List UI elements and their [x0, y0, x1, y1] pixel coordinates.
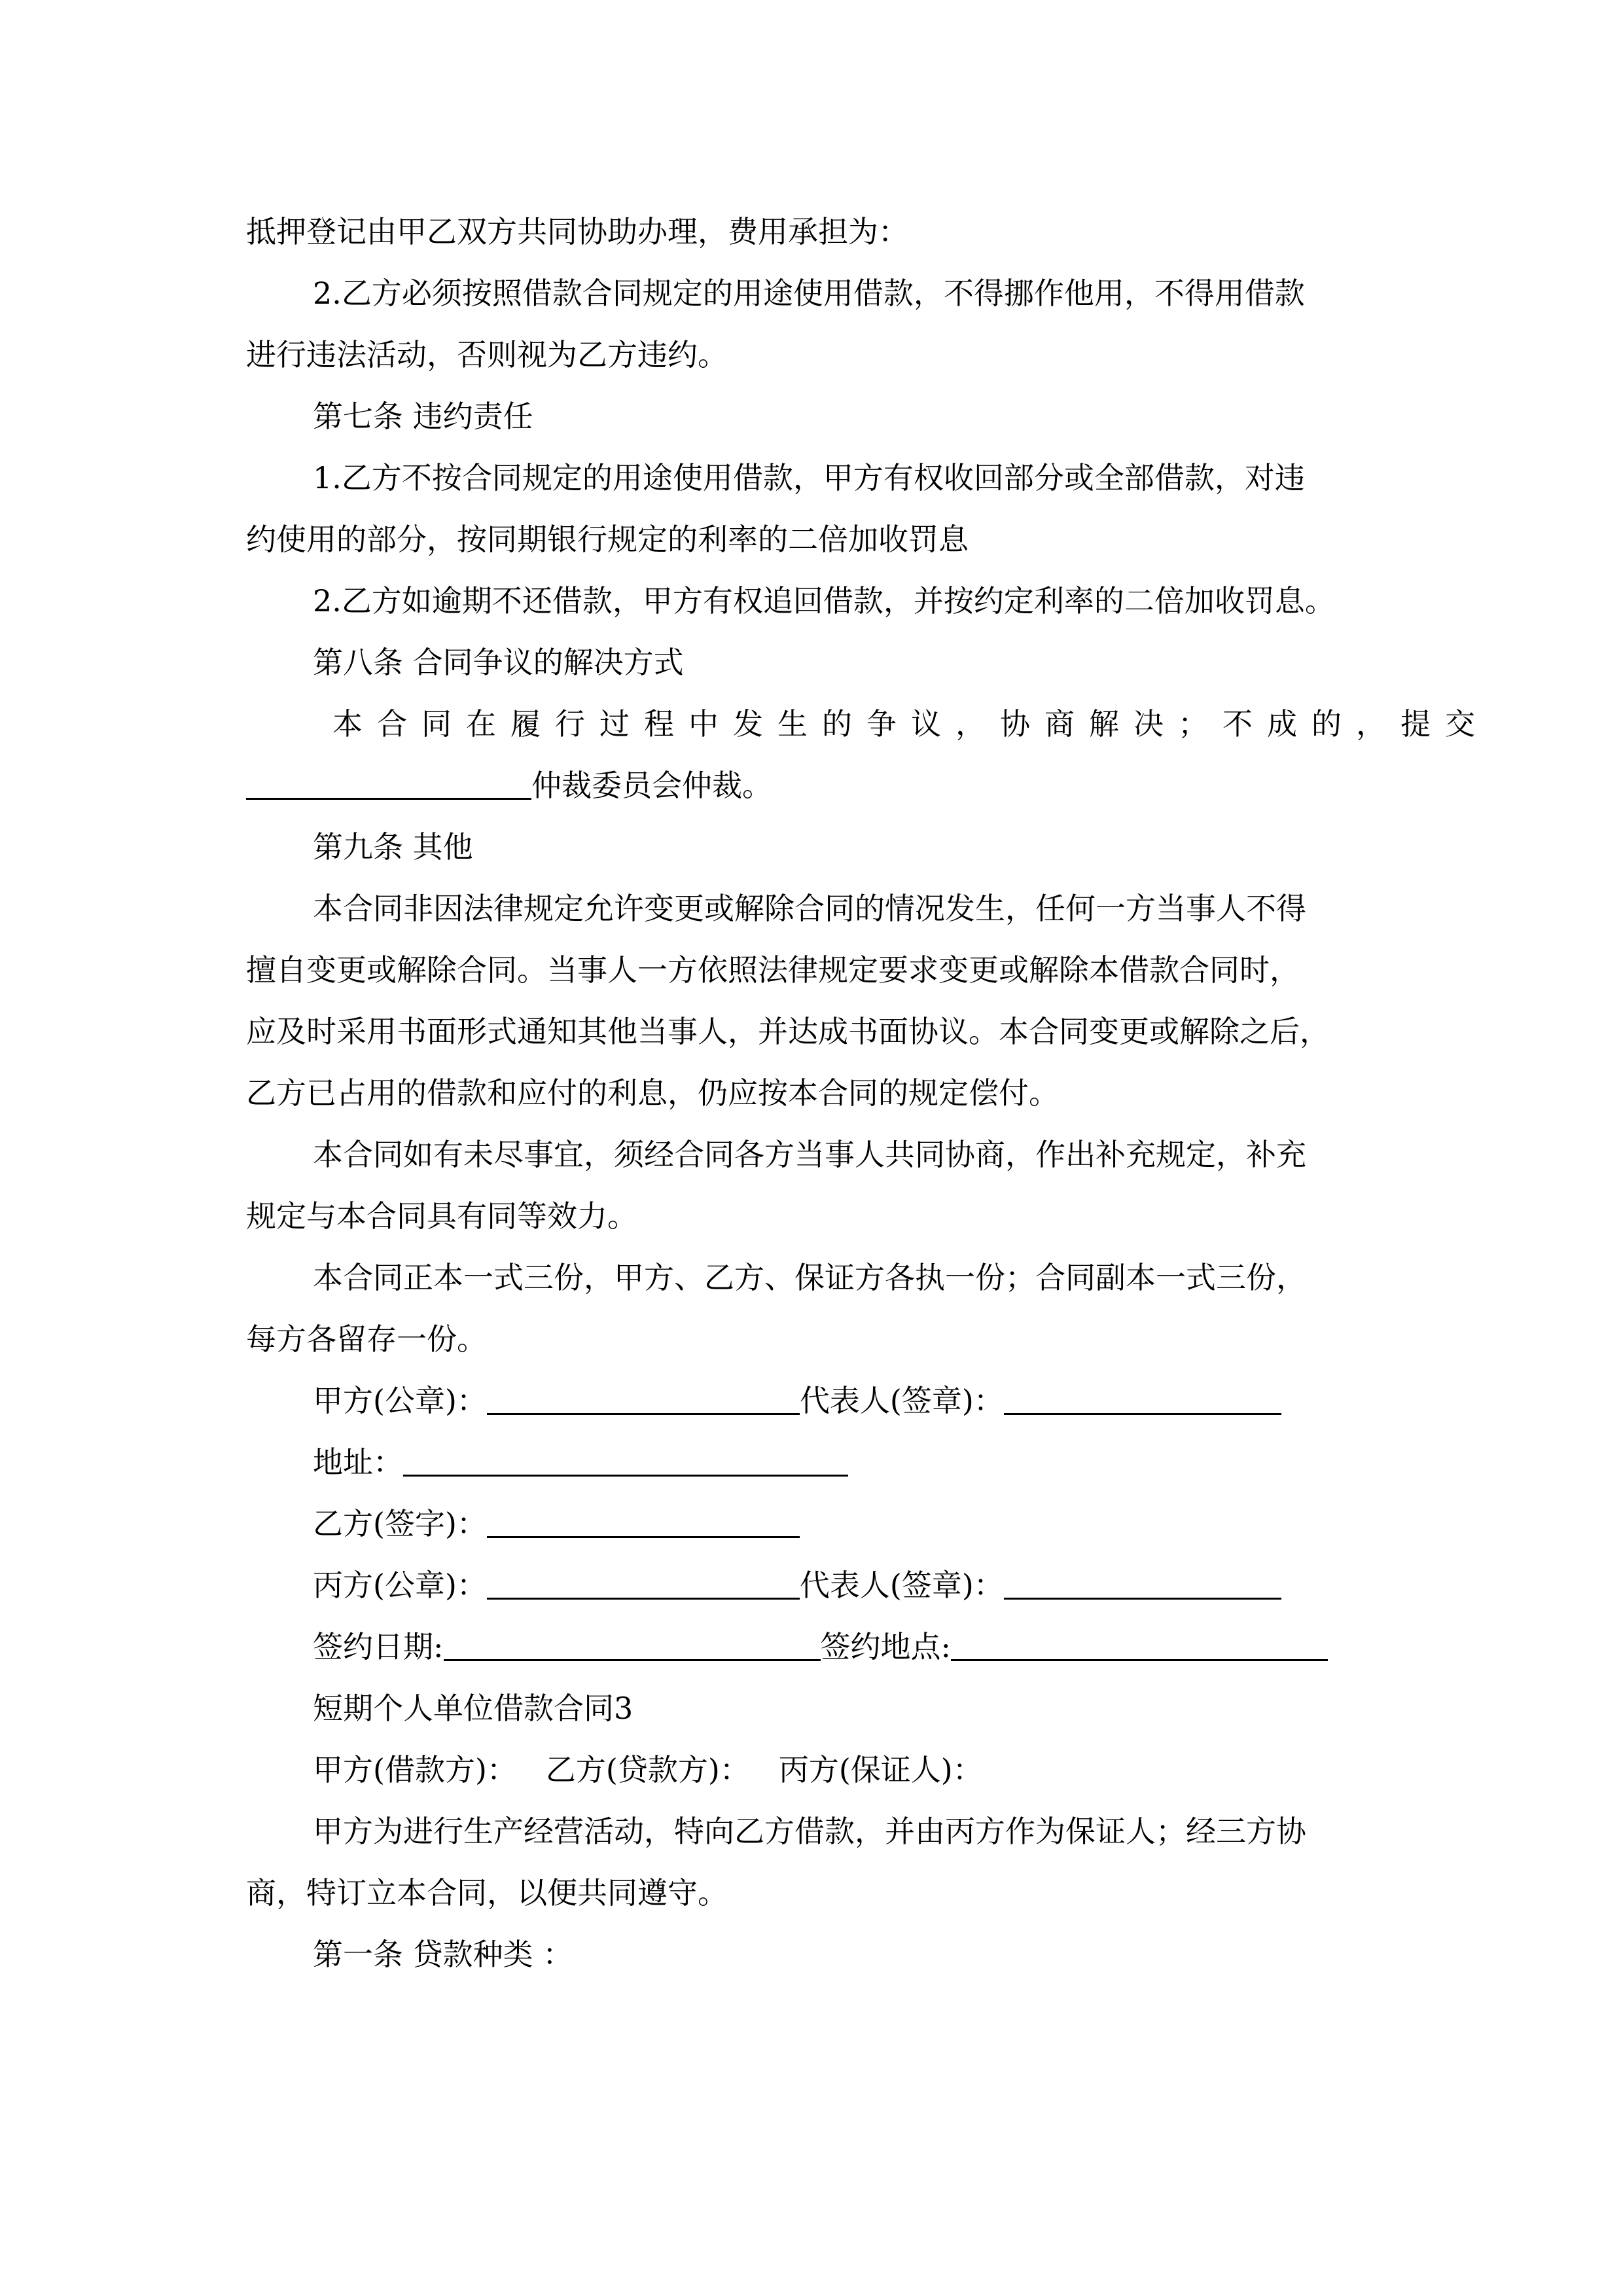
- paragraph-line: 抵押登记由甲乙双方共同协助办理，费用承担为：: [246, 214, 908, 249]
- signature-row-party-c: [313, 1566, 1281, 1605]
- paragraph-line: 应及时采用书面形式通知其他当事人，并达成书面协议。本合同变更或解除之后，: [246, 1014, 1330, 1049]
- rep-c-label: 代表人(签章)：: [799, 1568, 1004, 1603]
- contract-title: 短期个人单位借款合同3: [313, 1691, 633, 1726]
- paragraph-line: 每方各留存一份。: [246, 1321, 487, 1357]
- sign-date-label: 签约日期:: [313, 1629, 444, 1664]
- signature-row-address: [313, 1443, 848, 1482]
- party-c-blank[interactable]: [487, 1569, 800, 1600]
- sign-place-blank[interactable]: [951, 1630, 1328, 1661]
- signature-row-date-place: [313, 1627, 1328, 1666]
- party-lender: 乙方(贷款方)：: [545, 1752, 750, 1787]
- party-b-blank[interactable]: [487, 1507, 800, 1538]
- paragraph-line: 本合同非因法律规定允许变更或解除合同的情况发生，任何一方当事人不得: [313, 891, 1306, 926]
- paragraph-line: 2.乙方必须按照借款合同规定的用途使用借款，不得挪作他用，不得用借款: [313, 276, 1305, 311]
- rep-c-blank[interactable]: [1004, 1569, 1281, 1600]
- arbitration-line: [246, 766, 772, 805]
- paragraph-line: 约使用的部分，按同期银行规定的利率的二倍加收罚息: [246, 522, 969, 557]
- paragraph-line: 进行违法活动，否则视为乙方违约。: [246, 337, 728, 372]
- paragraph-line: 本合同如有未尽事宜，须经合同各方当事人共同协商，作出补充规定，补充: [313, 1137, 1306, 1172]
- address-label: 地址：: [313, 1444, 403, 1480]
- paragraph-line: 2.乙方如逾期不还借款，甲方有权追回借款，并按约定利率的二倍加收罚息。: [313, 583, 1335, 619]
- paragraph-line: 本合同在履行过程中发生的争议，协商解决；不成的，提交: [332, 706, 1489, 742]
- contract-parties-line: [313, 1750, 983, 1789]
- party-b-label: 乙方(签字)：: [313, 1506, 487, 1541]
- party-a-label: 甲方(公章)：: [313, 1383, 487, 1418]
- paragraph-line: 甲方为进行生产经营活动，特向乙方借款，并由丙方作为保证人；经三方协: [313, 1814, 1306, 1849]
- rep-a-blank[interactable]: [1004, 1384, 1281, 1415]
- party-guarantor: 丙方(保证人)：: [778, 1752, 983, 1787]
- party-a-blank[interactable]: [487, 1384, 800, 1415]
- address-blank[interactable]: [403, 1446, 848, 1477]
- arbitration-blank[interactable]: [246, 769, 531, 800]
- signature-row-party-b: [313, 1504, 800, 1543]
- article-heading: 第八条 合同争议的解决方式: [313, 645, 684, 680]
- party-c-label: 丙方(公章)：: [313, 1568, 487, 1603]
- article-heading: 第九条 其他: [313, 829, 473, 865]
- paragraph-line: 商，特订立本合同，以便共同遵守。: [246, 1875, 728, 1910]
- paragraph-line: 规定与本合同具有同等效力。: [246, 1198, 637, 1234]
- arbitration-text: 仲裁委员会仲裁。: [531, 768, 772, 803]
- article-heading: 第七条 违约责任: [313, 399, 533, 434]
- sign-date-blank[interactable]: [444, 1630, 821, 1661]
- article-heading: 第一条 贷款种类 ：: [313, 1937, 573, 1972]
- rep-a-label: 代表人(签章)：: [799, 1383, 1004, 1418]
- paragraph-line: 乙方已占用的借款和应付的利息，仍应按本合同的规定偿付。: [246, 1075, 1059, 1111]
- party-borrower: 甲方(借款方)：: [313, 1752, 517, 1787]
- paragraph-line: 1.乙方不按合同规定的用途使用借款，甲方有权收回部分或全部借款，对违: [313, 460, 1305, 495]
- signature-row-party-a: [313, 1381, 1281, 1420]
- paragraph-line: 本合同正本一式三份，甲方、乙方、保证方各执一份；合同副本一式三份，: [313, 1260, 1306, 1295]
- paragraph-line: 擅自变更或解除合同。当事人一方依照法律规定要求变更或解除本借款合同时，: [246, 952, 1300, 988]
- sign-place-label: 签约地点:: [820, 1629, 951, 1664]
